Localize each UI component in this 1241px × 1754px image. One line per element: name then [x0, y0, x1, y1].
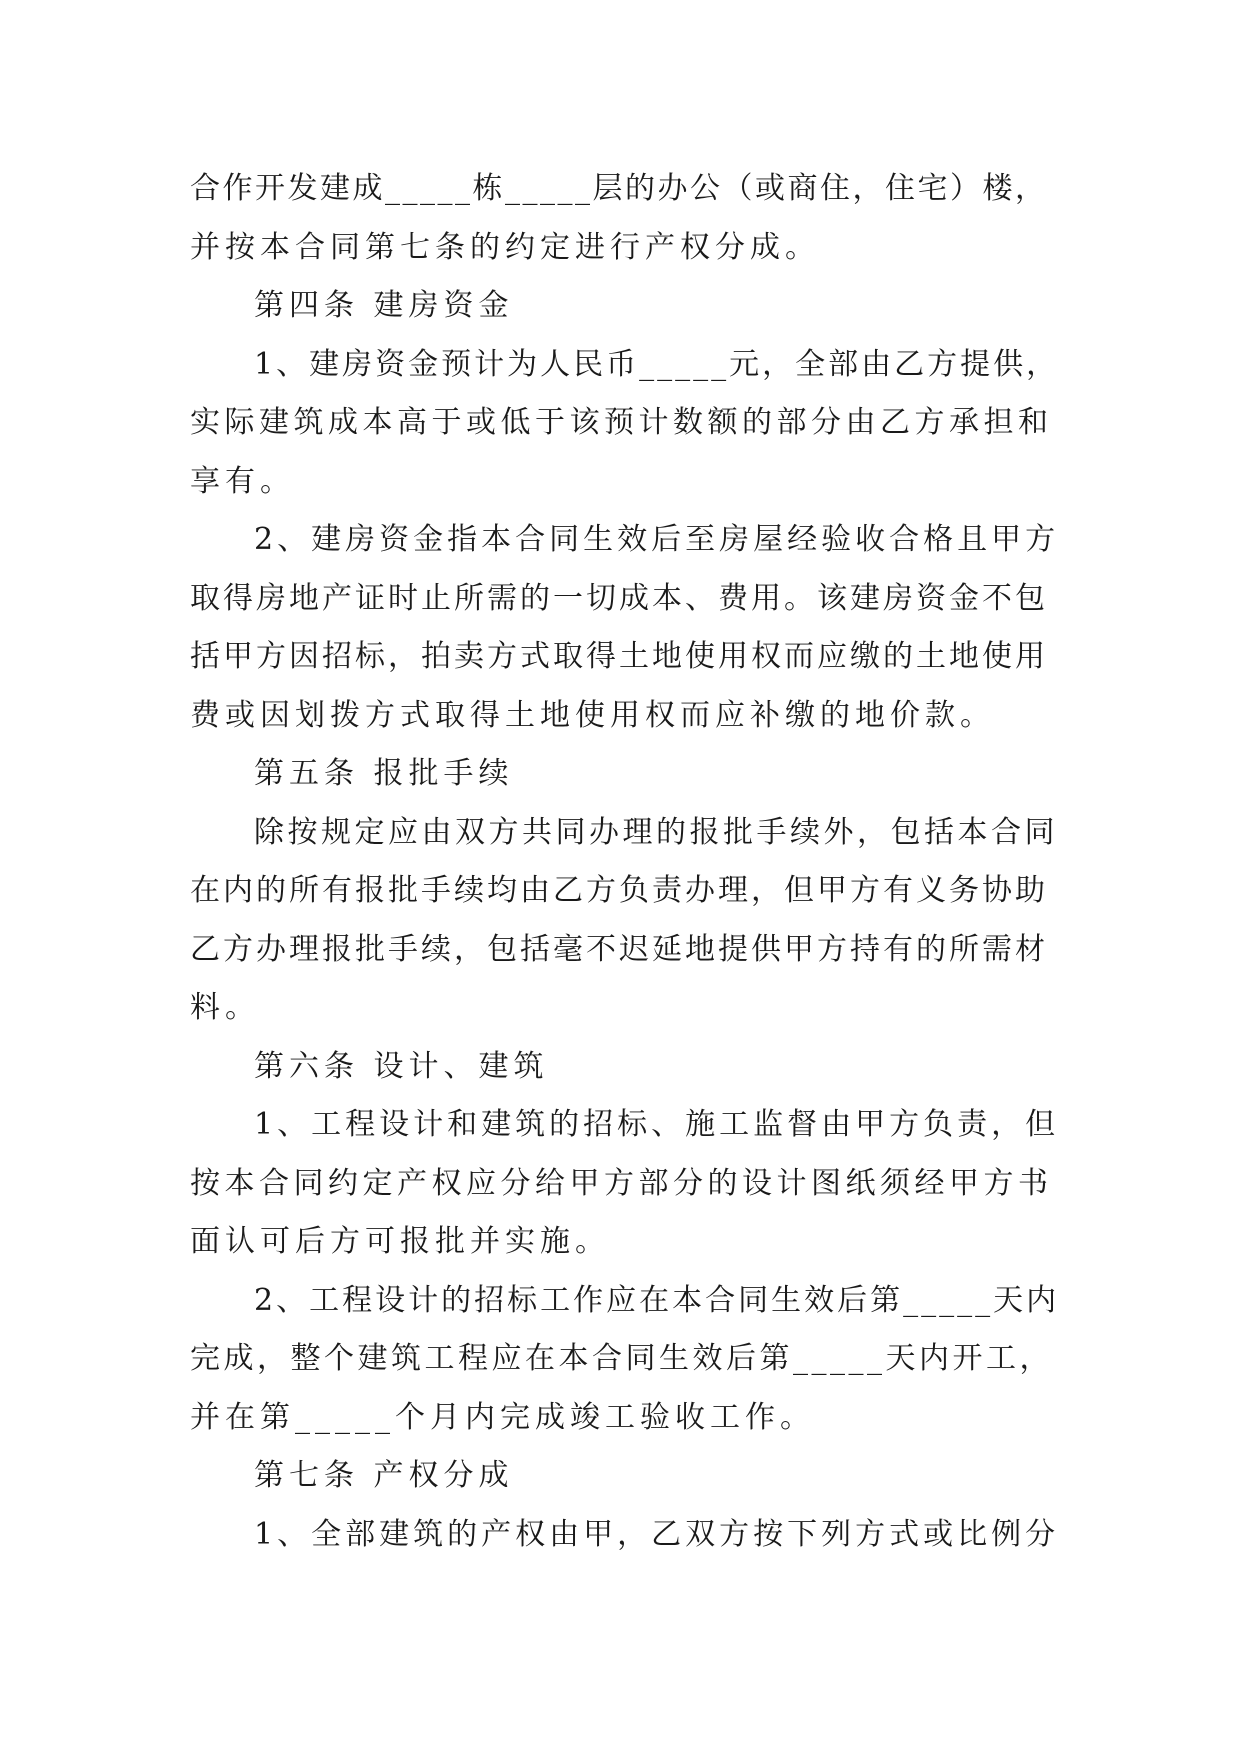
paragraph-line: 合作开发建成_____栋_____层的办公（或商住，住宅）楼， [190, 171, 1048, 206]
paragraph-line: 并按本合同第七条的约定进行产权分成。 [190, 229, 820, 265]
paragraph-line: 面认可后方可报批并实施。 [190, 1224, 610, 1259]
paragraph-line: 2、建房资金指本合同生效后至房屋经验收合格且甲方 [254, 522, 1060, 557]
article-heading: 第六条 设计、建筑 [254, 1048, 549, 1084]
paragraph-line: 1、全部建筑的产权由甲，乙双方按下列方式或比例分 [254, 1516, 1060, 1552]
article-heading: 第四条 建房资金 [254, 288, 514, 323]
paragraph-line: 按本合同约定产权应分给甲方部分的设计图纸须经甲方书 [190, 1165, 1053, 1201]
paragraph-line: 1、建房资金预计为人民币_____元，全部由乙方提供， [254, 346, 1060, 382]
paragraph-line: 完成，整个建筑工程应在本合同生效后第_____天内开工， [190, 1341, 1053, 1376]
paragraph-line: 2、工程设计的招标工作应在本合同生效后第_____天内 [254, 1282, 1060, 1318]
paragraph-line: 在内的所有报批手续均由乙方负责办理，但甲方有义务协助 [190, 873, 1048, 908]
article-heading: 第七条 产权分成 [254, 1458, 514, 1493]
paragraph-line: 享有。 [190, 463, 295, 499]
paragraph-line: 1、工程设计和建筑的招标、施工监督由甲方负责，但 [254, 1107, 1060, 1142]
paragraph-line: 实际建筑成本高于或低于该预计数额的部分由乙方承担和 [190, 405, 1053, 440]
paragraph-line: 并在第_____个月内完成竣工验收工作。 [190, 1399, 815, 1435]
article-heading: 第五条 报批手续 [254, 756, 514, 791]
paragraph-line: 括甲方因招标，拍卖方式取得土地使用权而应缴的土地使用 [190, 639, 1048, 674]
paragraph-line: 乙方办理报批手续，包括毫不迟延地提供甲方持有的所需材 [190, 931, 1048, 967]
paragraph-line: 料。 [190, 990, 260, 1025]
paragraph-line: 取得房地产证时止所需的一切成本、费用。该建房资金不包 [190, 580, 1048, 616]
paragraph-line: 费或因划拨方式取得土地使用权而应补缴的地价款。 [190, 697, 995, 733]
paragraph-line: 除按规定应由双方共同办理的报批手续外，包括本合同 [254, 814, 1058, 850]
document-body [190, 160, 1060, 1564]
